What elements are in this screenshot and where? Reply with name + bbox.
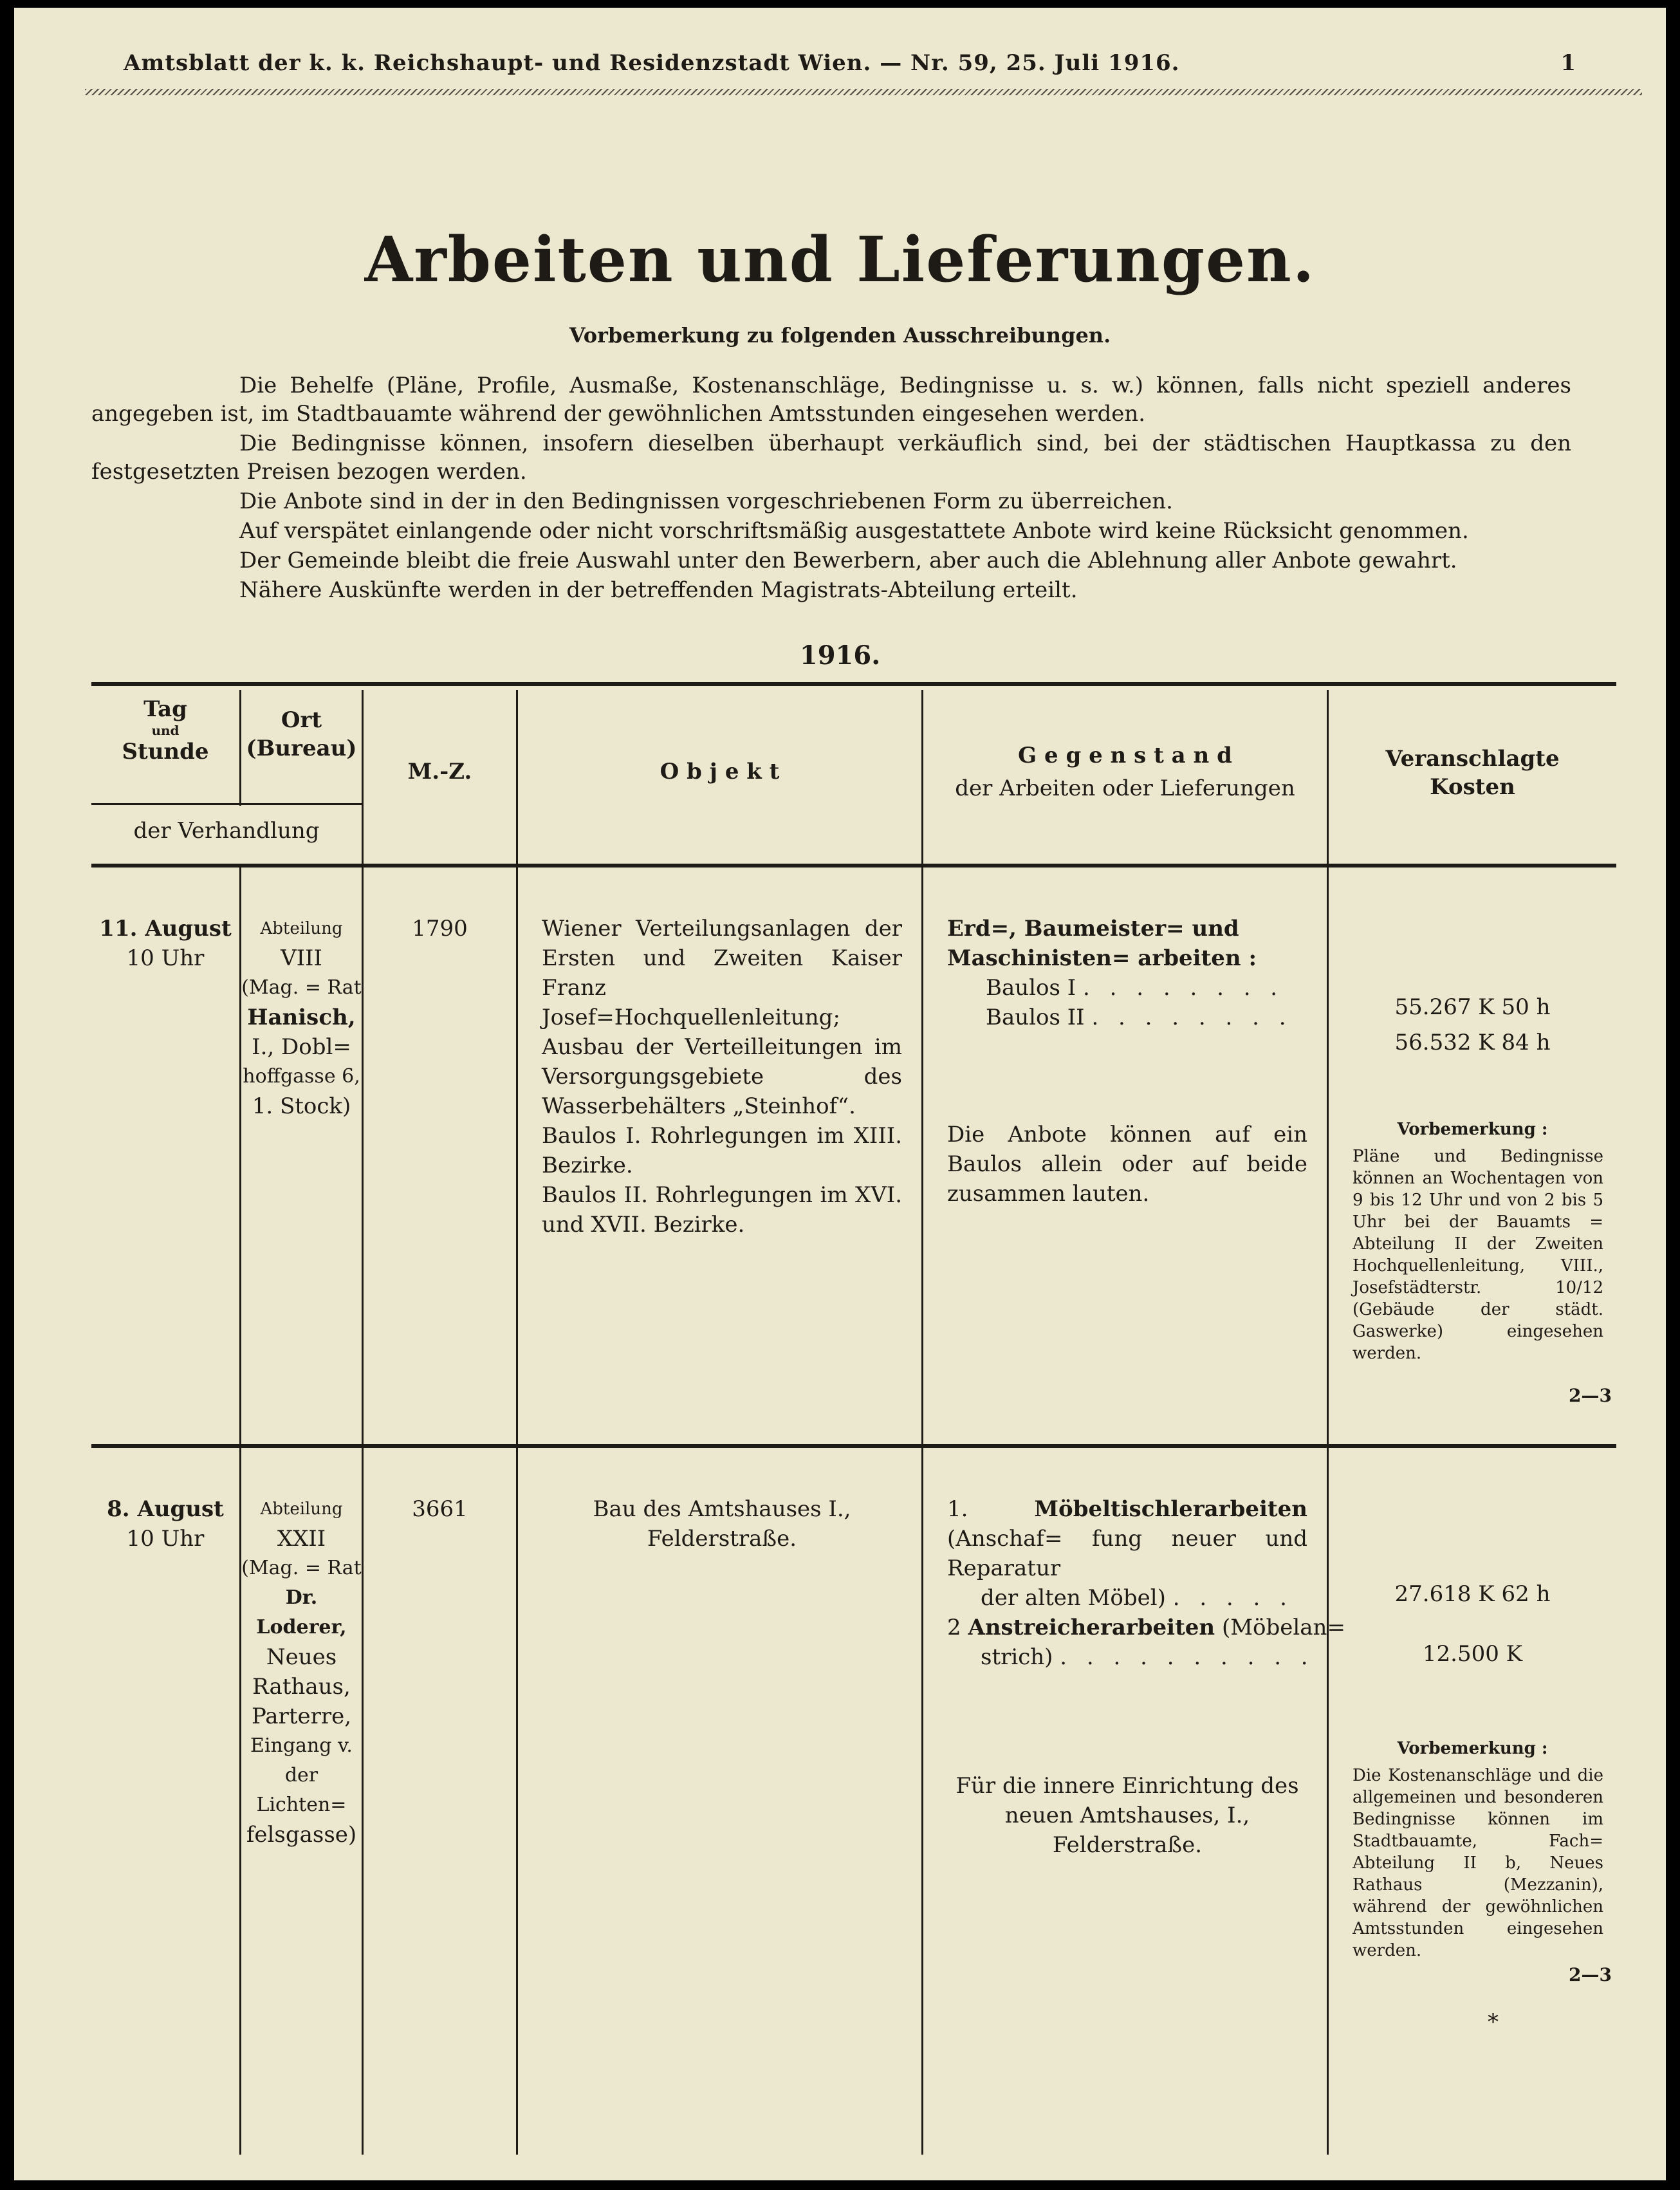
- office-line: Abteilung: [260, 919, 343, 938]
- cost-value: 27.618 K 62 h: [1394, 1581, 1551, 1607]
- subject-item: [947, 1003, 1307, 1032]
- office-line: Hanisch,: [247, 1005, 356, 1030]
- year-heading: 1916.: [799, 640, 881, 671]
- intro-paragraph: Nähere Auskünfte werden in der betreffenden Magistrats-Abteilung erteilt.: [239, 577, 1078, 603]
- object-paragraph: Baulos I. Rohrlegungen im XIII. Bezirke.: [542, 1123, 902, 1178]
- table-row-date: [91, 1494, 239, 1554]
- subject-item: [947, 1613, 1345, 1642]
- table-row-date: [91, 914, 239, 973]
- table-row-office: [241, 1494, 362, 1850]
- object-paragraph: Bau des Amtshauses I., Felderstraße.: [593, 1496, 851, 1552]
- header-tag: Tag: [143, 696, 187, 722]
- table-row-subject: [947, 1494, 1345, 1672]
- table-header-bottom-rule: [91, 864, 1616, 868]
- header-ort: [241, 706, 362, 763]
- column-rule: [516, 690, 518, 2155]
- header-rule: [85, 89, 1642, 95]
- table-row-object: [542, 1494, 902, 1554]
- office-line: hoffgasse 6,: [243, 1065, 360, 1088]
- office-line: VIII: [281, 945, 322, 971]
- intro-text: [91, 371, 1571, 606]
- object-paragraph: Wiener Verteilungsanlagen der Ersten und Zweiten Kaiser Franz Josef=Hochquellenleitung; Ausbau der Verteilleitungen im Versorgungsgebiete des Wasserbehälters „Steinhof“.: [542, 916, 902, 1119]
- header-ort-label: Ort: [281, 707, 322, 733]
- header-tag-stunde: [91, 695, 239, 766]
- leader-dots: . . . . . . . .: [1083, 975, 1284, 1001]
- header-und: und: [151, 723, 180, 738]
- office-line: (Mag. = Rat: [241, 1557, 362, 1579]
- row-date: 8. August: [107, 1496, 224, 1522]
- intro-paragraph: Auf verspätet einlangende oder nicht vorschriftsmäßig ausgestattete Anbote wird keine Rücksicht genommen.: [239, 518, 1469, 544]
- office-line: der Lichten=: [256, 1764, 347, 1816]
- remark-title: Vorbemerkung :: [1397, 1120, 1548, 1139]
- office-line: (Mag. = Rat: [241, 976, 362, 999]
- subject-item-label: Baulos II: [986, 1005, 1085, 1030]
- intro-paragraph: Der Gemeinde bleibt die freie Auswahl unter den Bewerbern, aber auch die Ablehnung aller Anbote gewahrt.: [239, 548, 1457, 573]
- row-date: 11. August: [99, 916, 232, 942]
- reference-number: 2—3: [1569, 1385, 1612, 1406]
- subject-item-continuation: [947, 1642, 1315, 1672]
- header-divider: [91, 803, 362, 805]
- leader-dots: . . . . .: [1172, 1585, 1293, 1611]
- intro-paragraph: Die Bedingnisse können, insofern dieselben überhaupt verkäuflich sind, bei der städtischen Hauptkassa zu den festgesetzten Preisen bezogen werden.: [91, 431, 1571, 485]
- item-description: strich): [981, 1644, 1053, 1670]
- reference-number: 2—3: [1569, 1964, 1612, 1985]
- subject-item: [947, 1494, 1307, 1583]
- table-row-subject: [947, 914, 1307, 1032]
- cost-value: 12.500 K: [1422, 1641, 1523, 1667]
- header-mz: M.-Z.: [407, 759, 472, 784]
- office-line: 1. Stock): [252, 1093, 351, 1119]
- header-gegenstand: G e g e n s t a n d: [1018, 743, 1232, 768]
- header-kosten-line-2: Kosten: [1430, 774, 1515, 800]
- column-rule: [362, 690, 364, 2155]
- cost-value: 56.532 K 84 h: [1394, 1030, 1551, 1055]
- office-line: I., Dobl=: [252, 1034, 351, 1060]
- table-row-mz: 1790: [412, 916, 468, 942]
- header-kosten-line-1: Veranschlagte: [1385, 746, 1560, 772]
- gazette-header: Amtsblatt der k. k. Reichshaupt- und Residenzstadt Wien. — Nr. 59, 25. Juli 1916.: [124, 50, 1180, 76]
- header-bureau-label: (Bureau): [246, 736, 357, 761]
- subject-item-continuation: [947, 1583, 1307, 1613]
- remark-text: Pläne und Bedingnisse können an Wochentagen von 9 bis 12 Uhr und von 2 bis 5 Uhr bei der Bauamts = Abteilung II der Zweiten Hochquellenleitung, VIII., Josefstädterstr. 10/12 (Gebäude der städt. Gaswerke) eingesehen werden.: [1352, 1147, 1603, 1363]
- intro-paragraph: Die Behelfe (Pläne, Profile, Ausmaße, Kostenanschläge, Bedingnisse u. s. w.) können, falls nicht speziell anderes angegeben ist, im Stadtbauamte während der gewöhnlichen Amtsstunden eingesehen werden.: [91, 373, 1571, 427]
- office-line: Neues: [266, 1644, 337, 1670]
- header-objekt: O b j e k t: [660, 759, 780, 784]
- intro-paragraph: Die Anbote sind in der in den Bedingnissen vorgeschriebenen Form zu überreichen.: [239, 488, 1173, 514]
- row-separator: [91, 1444, 1616, 1448]
- office-line: felsgasse): [246, 1822, 357, 1848]
- table-row-office: [241, 914, 362, 1121]
- page-title: Arbeiten und Lieferungen.: [364, 223, 1316, 296]
- remark-title: Vorbemerkung :: [1397, 1739, 1548, 1758]
- remark-text: Die Kostenanschläge und die allgemeinen und besonderen Bedingnisse können im Stadtbauamte, Fach= Abteilung II b, Neues Rathaus (Mezzanin), während der gewöhnlichen Amtsstunden eingesehen werden.: [1352, 1766, 1603, 1960]
- column-rule: [1327, 690, 1329, 2155]
- office-line: Rathaus,: [252, 1674, 351, 1700]
- office-line: Abteilung: [260, 1499, 343, 1519]
- item-title: Möbeltischlerarbeiten: [1034, 1496, 1307, 1522]
- item-number: 1.: [947, 1496, 968, 1522]
- header-verhandlung: der Verhandlung: [133, 818, 320, 844]
- subject-note: Für die innere Einrichtung des neuen Amtshauses, I., Felderstraße.: [955, 1773, 1299, 1858]
- page-number: 1: [1560, 50, 1576, 76]
- item-description: (Möbelan=: [1221, 1615, 1345, 1640]
- subject-note: Die Anbote können auf ein Baulos allein oder auf beide zusammen lauten.: [947, 1122, 1307, 1207]
- table-row-mz: 3661: [412, 1496, 468, 1522]
- subject-item-label: Baulos I: [986, 975, 1076, 1001]
- office-line: Dr. Loderer,: [256, 1586, 347, 1638]
- footer-mark: *: [1488, 2009, 1499, 2035]
- item-description: (Anschaf= fung neuer und Reparatur: [947, 1526, 1307, 1581]
- cost-value: 55.267 K 50 h: [1394, 994, 1551, 1020]
- office-line: Eingang v.: [250, 1734, 353, 1757]
- subject-item: [947, 973, 1307, 1003]
- page-subtitle: Vorbemerkung zu folgenden Ausschreibungen.: [569, 323, 1111, 348]
- row-time: 10 Uhr: [126, 945, 205, 971]
- office-line: Parterre,: [251, 1703, 352, 1729]
- header-stunde: Stunde: [122, 739, 209, 765]
- column-rule: [921, 690, 923, 2155]
- table-row-object: [542, 914, 902, 1239]
- row-time: 10 Uhr: [126, 1526, 205, 1552]
- subject-heading: Erd=, Baumeister= und Maschinisten= arbeiten :: [947, 916, 1257, 971]
- header-gegenstand-sub: der Arbeiten oder Lieferungen: [955, 775, 1295, 801]
- item-title: Anstreicherarbeiten: [968, 1615, 1215, 1640]
- leader-dots: . . . . . . . . . .: [1060, 1644, 1315, 1670]
- table-top-rule: [91, 682, 1616, 686]
- document-page: [14, 8, 1666, 2180]
- item-number: 2: [947, 1615, 961, 1640]
- header-kosten: [1329, 745, 1616, 801]
- item-description: der alten Möbel): [981, 1585, 1166, 1611]
- object-paragraph: Baulos II. Rohrlegungen im XVI. und XVII. Bezirke.: [542, 1182, 902, 1238]
- leader-dots: . . . . . . . .: [1091, 1005, 1293, 1030]
- office-line: XXII: [277, 1526, 326, 1552]
